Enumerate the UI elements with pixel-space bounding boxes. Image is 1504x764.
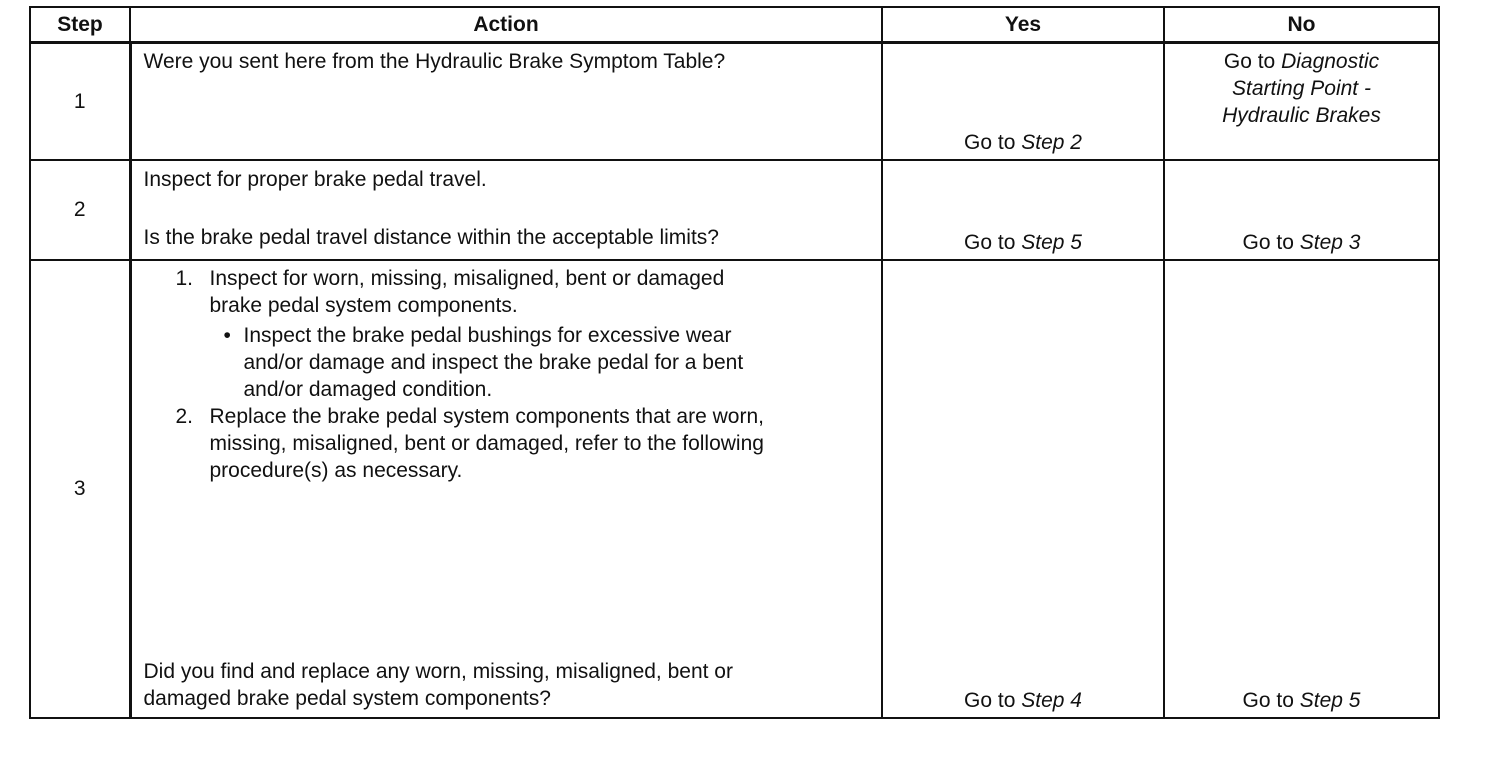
procedure-text-line2: brake pedal system components.: [209, 293, 518, 317]
sub-text-line1: Inspect the brake pedal bushings for excessive wear: [243, 323, 732, 347]
step-number: 3: [30, 260, 130, 718]
no-cell: [1164, 160, 1439, 260]
action-cell: [130, 43, 882, 160]
table-row-step-3: [30, 260, 1439, 718]
yes-cell: [882, 260, 1164, 718]
yes-prefix: Go to: [964, 688, 1022, 712]
bullet-icon: •: [223, 323, 231, 347]
diagnostic-table: [29, 6, 1440, 719]
action-question: Is the brake pedal travel distance within the acceptable limits?: [143, 225, 719, 249]
action-cell: [130, 260, 882, 718]
procedure-text-line2: missing, misaligned, bent or damaged, refer to the following: [209, 431, 764, 455]
sub-list: [210, 322, 872, 403]
procedure-list: [144, 265, 872, 484]
no-target-link[interactable]: Step 3: [1299, 230, 1361, 254]
no-cell: [1164, 260, 1439, 718]
sub-text-line2: and/or damage and inspect the brake pedal for a bent: [243, 350, 744, 374]
yes-cell: [882, 43, 1164, 160]
header-action: Action: [130, 7, 882, 43]
no-cell: [1164, 43, 1439, 160]
action-text-line1: Inspect for proper brake pedal travel.: [143, 167, 487, 191]
header-yes: Yes: [882, 7, 1164, 43]
header-row: [30, 7, 1439, 43]
step-number: 2: [30, 160, 130, 260]
table-row-step-2: [30, 160, 1439, 260]
header-no: No: [1164, 7, 1439, 43]
procedure-number: 2.: [175, 404, 194, 428]
no-target-link-line1[interactable]: Diagnostic: [1281, 50, 1380, 73]
action-cell: [130, 160, 882, 260]
no-target-link[interactable]: Step 5: [1299, 688, 1361, 712]
no-target-link-line2[interactable]: Starting Point -: [1232, 77, 1371, 100]
procedure-text-line1: Replace the brake pedal system components that are worn,: [209, 404, 764, 428]
sub-list-item: [224, 322, 872, 403]
yes-target-link[interactable]: Step 4: [1021, 688, 1082, 712]
header-step: Step: [30, 7, 130, 43]
yes-target-link[interactable]: Step 2: [1021, 130, 1082, 154]
no-prefix: Go to: [1223, 50, 1282, 73]
procedure-number: 1.: [175, 266, 194, 290]
procedure-text-line3: procedure(s) as necessary.: [209, 458, 463, 482]
yes-prefix: Go to: [964, 130, 1022, 154]
yes-target-link[interactable]: Step 5: [1021, 230, 1082, 254]
table-row-step-1: [30, 43, 1439, 160]
question-line2: damaged brake pedal system components?: [143, 686, 551, 710]
no-prefix: Go to: [1242, 688, 1300, 712]
no-prefix: Go to: [1242, 230, 1300, 254]
yes-cell: [882, 160, 1164, 260]
sub-text-line3: and/or damaged condition.: [243, 377, 493, 401]
question-line1: Did you find and replace any worn, missing, misaligned, bent or: [143, 659, 733, 683]
action-question: [144, 658, 872, 712]
procedure-item-2: [176, 403, 872, 484]
procedure-item-1: [176, 265, 872, 403]
yes-prefix: Go to: [964, 230, 1022, 254]
action-text: Were you sent here from the Hydraulic Brake Symptom Table?: [143, 50, 726, 73]
procedure-text-line1: Inspect for worn, missing, misaligned, bent or damaged: [209, 266, 725, 290]
step-number: 1: [30, 43, 130, 160]
no-target-link-line3[interactable]: Hydraulic Brakes: [1222, 104, 1381, 127]
